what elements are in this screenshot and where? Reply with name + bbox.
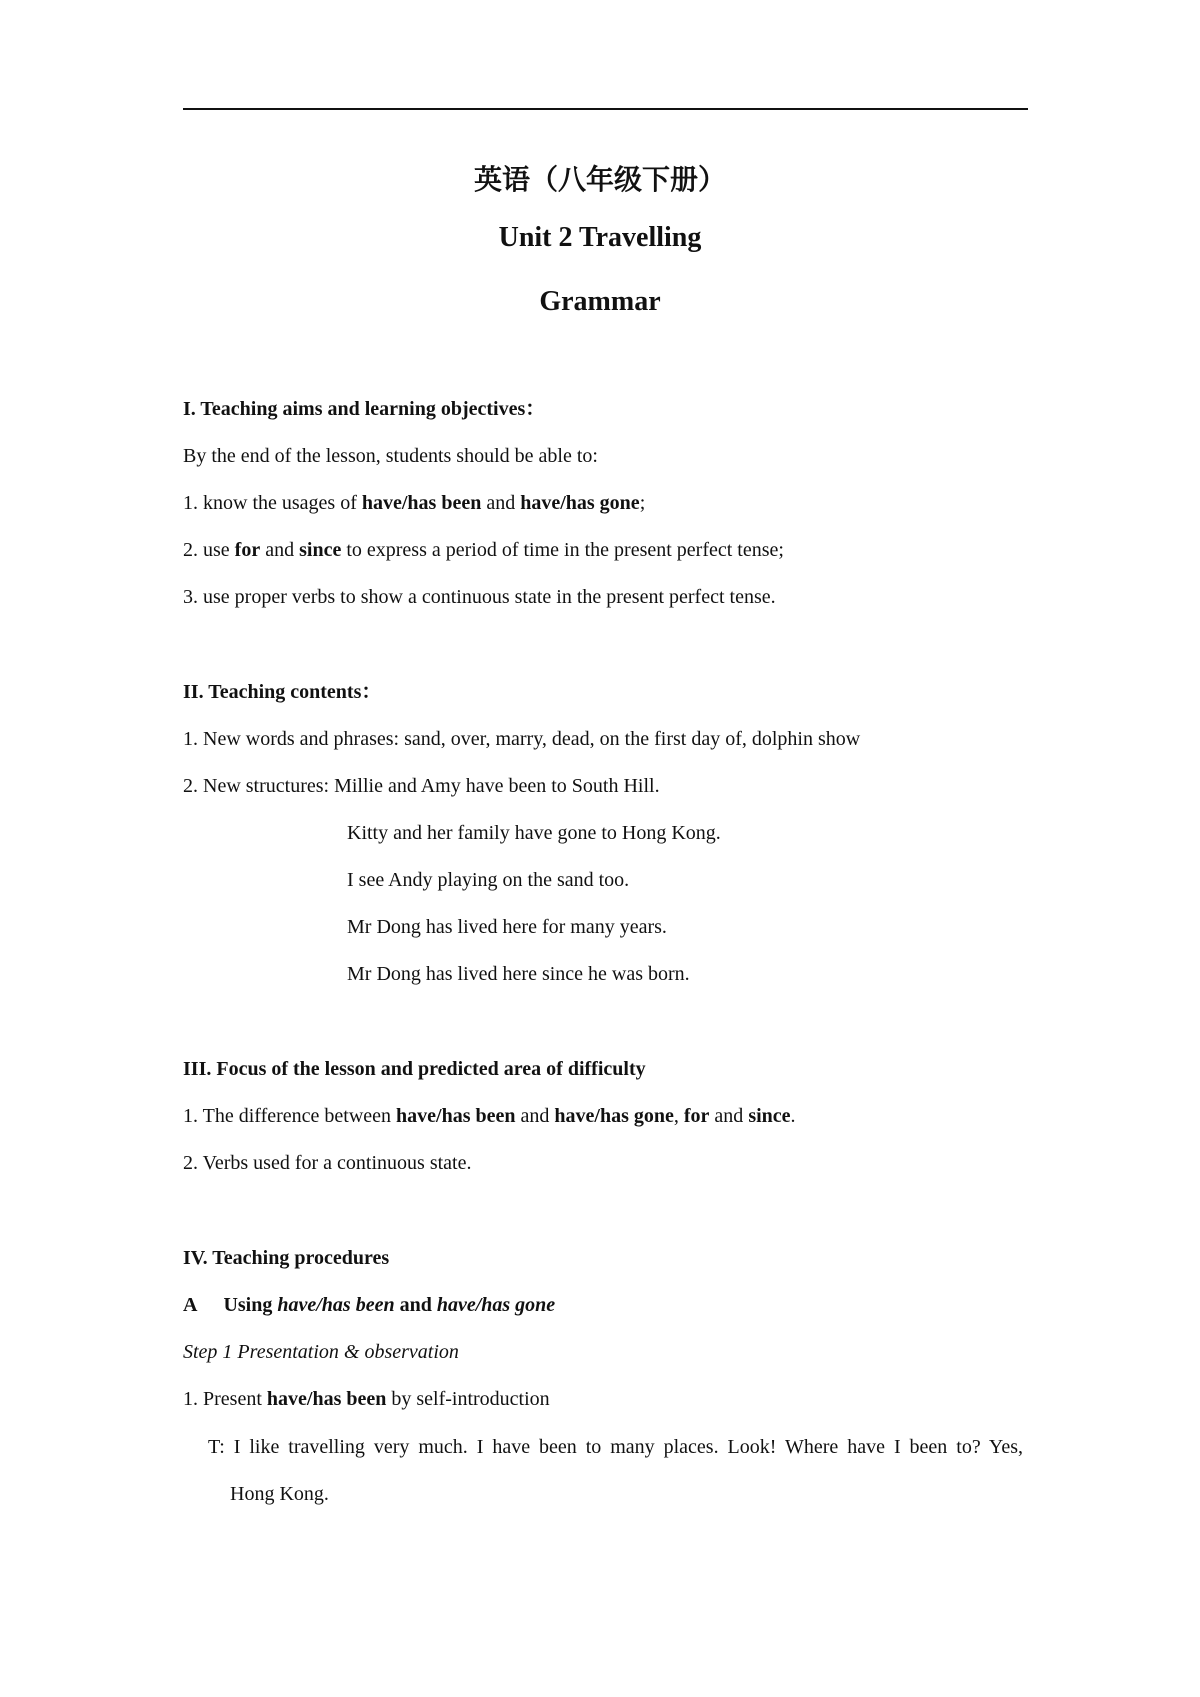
text: to express a period of time in the present perfect tense; (341, 539, 784, 561)
section1-item3: 3. use proper verbs to show a continuous state in the present perfect tense. (183, 586, 776, 608)
text: by self-introduction (386, 1388, 550, 1410)
text-bold-italic: have/has been (277, 1294, 395, 1316)
section4-subheading-a (183, 1293, 555, 1317)
text: 2. use (183, 539, 235, 561)
text-bold: have/has been (266, 1388, 387, 1410)
text: and (709, 1105, 749, 1127)
text-bold: have/has been (361, 492, 482, 514)
section2-heading: II. Teaching contents： (183, 681, 382, 703)
section1-item1 (183, 491, 645, 515)
section3-item2: 2. Verbs used for a continuous state. (183, 1152, 472, 1174)
section1-heading: I. Teaching aims and learning objectives： (183, 398, 546, 420)
text: . (790, 1105, 796, 1127)
structure-line: I see Andy playing on the sand too. (347, 869, 630, 891)
subsection-label: A (183, 1294, 198, 1316)
section4-heading: IV. Teaching procedures (183, 1247, 390, 1269)
text: and (481, 492, 521, 514)
text-bold: since (748, 1105, 791, 1127)
text-bold-italic: have/has gone (436, 1294, 556, 1316)
text-bold: have/has gone (520, 492, 640, 514)
topic-title: Grammar (539, 286, 661, 317)
text: 1. know the usages of (183, 492, 362, 514)
teacher-line-continued: Hong Kong. (230, 1483, 329, 1505)
section2-item2: 2. New structures: Millie and Amy have been to South Hill. (183, 775, 660, 797)
text-bold: since (299, 539, 342, 561)
text-bold: for (234, 539, 261, 561)
structure-line: Kitty and her family have gone to Hong Kong. (347, 822, 721, 844)
text: and (260, 539, 300, 561)
text: and (515, 1105, 555, 1127)
section1-intro: By the end of the lesson, students should be able to: (183, 445, 598, 467)
text-bold: have/has gone (554, 1105, 674, 1127)
text: 1. The difference between (183, 1105, 397, 1127)
step1-heading: Step 1 Presentation & observation (183, 1341, 459, 1363)
text: , (673, 1105, 684, 1127)
text-bold: Using (223, 1294, 278, 1316)
text: 1. Present (183, 1388, 267, 1410)
subject-title: 英语（八年级下册） (473, 163, 726, 196)
text-bold: have/has been (396, 1105, 516, 1127)
section3-item1 (183, 1104, 796, 1128)
section3-heading: III. Focus of the lesson and predicted area of difficulty (183, 1058, 646, 1080)
text: ; (639, 492, 646, 514)
teacher-line: T: I like travelling very much. I have been to many places. Look! Where have I been to? Yes, (208, 1436, 1023, 1458)
section2-item1: 1. New words and phrases: sand, over, marry, dead, on the first day of, dolphin show (183, 728, 861, 750)
text-bold: and (394, 1294, 437, 1316)
unit-title: Unit 2 Travelling (498, 222, 702, 253)
structure-line: Mr Dong has lived here since he was born. (347, 963, 690, 985)
text-bold: for (683, 1105, 710, 1127)
structure-line: Mr Dong has lived here for many years. (347, 916, 667, 938)
section1-item2 (183, 538, 784, 562)
header-rule (183, 108, 1028, 110)
procedure-item1 (183, 1387, 550, 1411)
